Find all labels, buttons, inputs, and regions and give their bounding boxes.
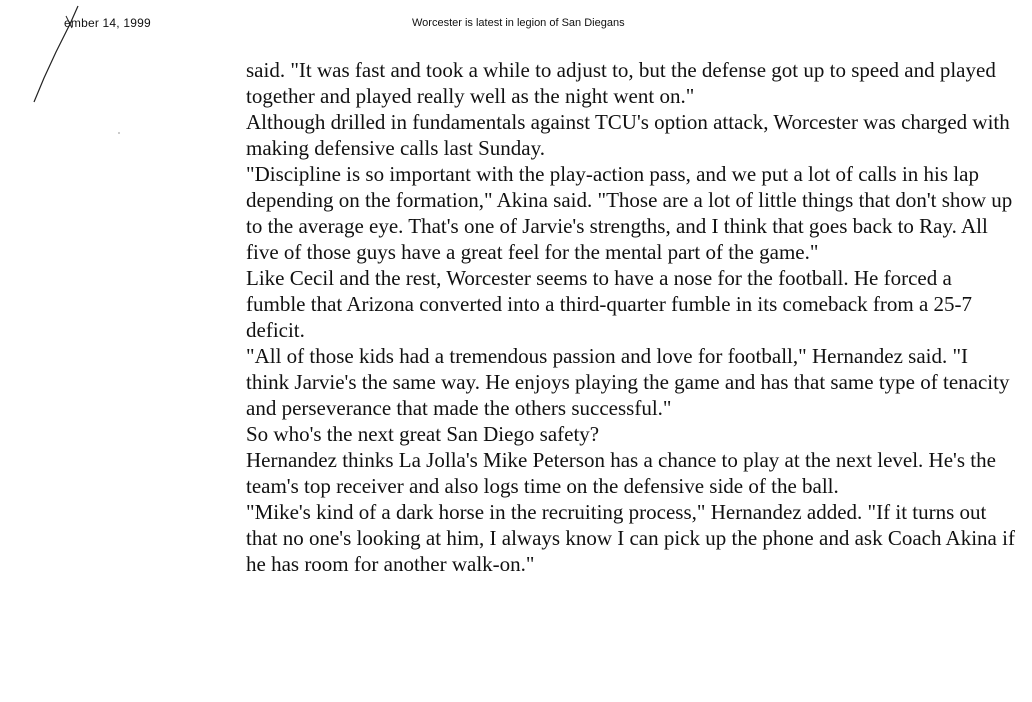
paragraph: So who's the next great San Diego safety? — [246, 422, 600, 446]
paragraph: "Discipline is so important with the play-action pass, and we put a lot of calls in his lap depending on the formation," Akina said. "Those are a lot of little things that don't show up to the average eye. That's one of Jarvie's strengths, and I think that goes back to Ray. All five of those guys have a great feel for the mental part of the game." — [246, 162, 1013, 264]
paragraph: Hernandez thinks La Jolla's Mike Peterson has a chance to play at the next level. He's the team's top receiver and also logs time on the defensive side of the ball. — [246, 448, 996, 498]
paragraph: said. "It was fast and took a while to adjust to, but the defense got up to speed and played together and played really well as the night went on." — [246, 58, 996, 108]
page-header — [0, 0, 1032, 40]
header-date: ember 14, 1999 — [64, 16, 151, 30]
paragraph: "Mike's kind of a dark horse in the recruiting process," Hernandez added. "If it turns out that no one's looking at him, I always know I can pick up the phone and ask Coach Akina if he has room for another walk-on." — [246, 500, 1015, 576]
paragraph: Like Cecil and the rest, Worcester seems to have a nose for the football. He forced a fumble that Arizona converted into a third-quarter fumble in its comeback from a 25-7 deficit. — [246, 266, 973, 342]
paragraph: "All of those kids had a tremendous passion and love for football," Hernandez said. "I think Jarvie's the same way. He enjoys playing the game and has that same type of tenacity and perseverance that made the others successful." — [246, 344, 1010, 420]
header-title: Worcester is latest in legion of San Diegans — [412, 17, 625, 29]
paragraph: Although drilled in fundamentals against TCU's option attack, Worcester was charged with making defensive calls last Sunday. — [246, 110, 1010, 160]
article-body — [246, 57, 1016, 577]
